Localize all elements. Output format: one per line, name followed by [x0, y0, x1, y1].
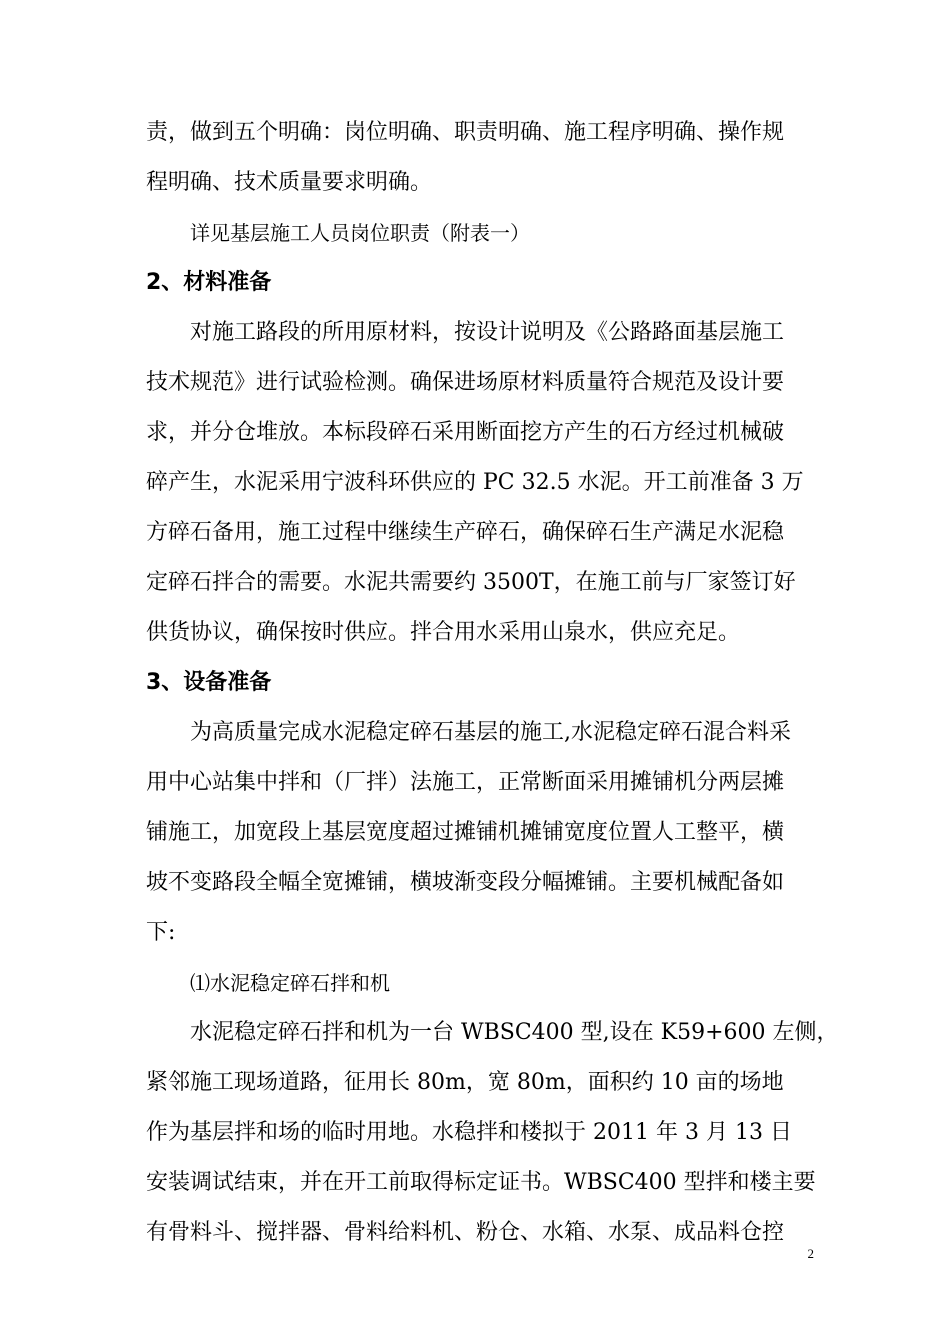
- text-line: 方碎石备用，施工过程中继续生产碎石，确保碎石生产满足水泥稳: [146, 520, 785, 545]
- text-line: 求，并分仓堆放。本标段碎石采用断面挖方产生的石方经过机械破: [146, 420, 785, 445]
- text-line: 程明确、技术质量要求明确。: [146, 170, 433, 195]
- text-line: 供货协议，确保按时供应。拌合用水采用山泉水，供应充足。: [146, 620, 741, 645]
- section-heading-equipment: 3、设备准备: [146, 670, 272, 695]
- text-line: 水泥稳定碎石拌和机为一台 WBSC400 型,设在 K59+600 左侧，: [190, 1020, 839, 1045]
- text-line: 铺施工，加宽段上基层宽度超过摊铺机摊铺宽度位置人工整平，横: [146, 820, 785, 845]
- text-line: 碎产生，水泥采用宁波科环供应的 PC 32.5 水泥。开工前准备 3 万: [146, 470, 804, 495]
- text-line: 详见基层施工人员岗位职责（附表一）: [190, 221, 530, 245]
- text-line: 为高质量完成水泥稳定碎石基层的施工,水泥稳定碎石混合料采: [190, 720, 791, 745]
- text-line: 技术规范》进行试验检测。确保进场原材料质量符合规范及设计要: [146, 370, 785, 395]
- text-line: 责，做到五个明确：岗位明确、职责明确、施工程序明确、操作规: [146, 120, 785, 145]
- page-number: 2: [807, 1246, 814, 1261]
- document-body: [146, 108, 839, 1258]
- subheading-mixer: ⑴水泥稳定碎石拌和机: [190, 971, 390, 995]
- section-heading-materials: 2、材料准备: [146, 270, 272, 295]
- text-line: 对施工路段的所用原材料，按设计说明及《公路路面基层施工: [190, 320, 785, 345]
- text-line: 坡不变路段全幅全宽摊铺，横坡渐变段分幅摊铺。主要机械配备如: [146, 870, 785, 895]
- text-line: 定碎石拌合的需要。水泥共需要约 3500T，在施工前与厂家签订好: [146, 570, 796, 595]
- text-line: 有骨料斗、搅拌器、骨料给料机、粉仓、水箱、水泵、成品料仓控: [146, 1220, 785, 1245]
- text-line: 用中心站集中拌和（厂拌）法施工，正常断面采用摊铺机分两层摊: [146, 770, 785, 795]
- text-line: 紧邻施工现场道路，征用长 80m，宽 80m，面积约 10 亩的场地: [146, 1070, 784, 1095]
- text-line: 安装调试结束，并在开工前取得标定证书。WBSC400 型拌和楼主要: [146, 1170, 816, 1195]
- text-line: 下:: [146, 920, 176, 945]
- text-line: 作为基层拌和场的临时用地。水稳拌和楼拟于 2011 年 3 月 13 日: [146, 1120, 792, 1145]
